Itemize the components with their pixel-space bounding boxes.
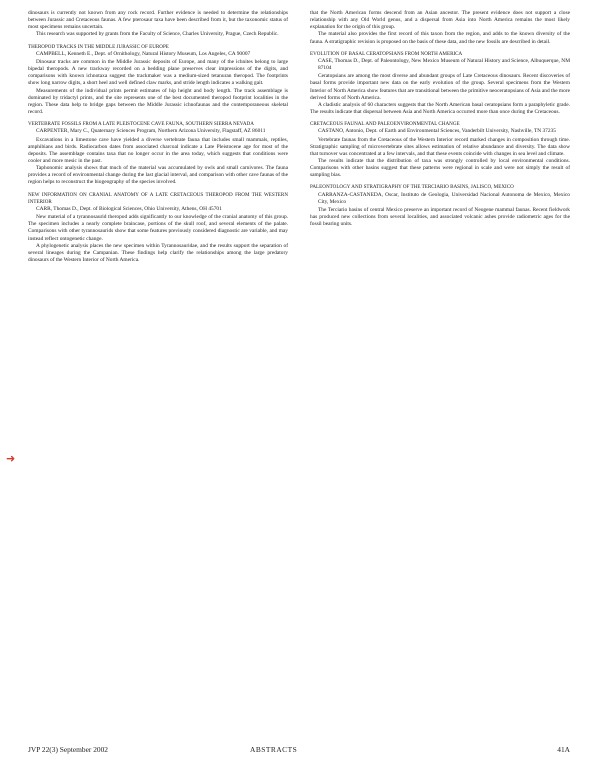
page-number: 41A [557, 745, 570, 754]
abstract-paragraph: Ceratopsians are among the most diverse and abundant groups of Late Cretaceous dinosaurs. Recent discoveries of basal forms provide important new data on the early evolution of the group. Several specimens from the Western Interior of North America show features that are transitional between the primitive neoceratopsians of Asia and the more derived forms of North America. [310, 73, 571, 101]
left-cont-paragraph-2: This research was supported by grants from the Faculty of Science, Charles University, Prague, Czech Republic. [36, 31, 279, 38]
abstract-title-highlighted: NEW INFORMATION ON CRANIAL ANATOMY OF A LATE CRETACEOUS THEROPOD FROM THE WESTERN INTERIOR [28, 191, 288, 205]
right-column [310, 10, 570, 228]
abstract-paragraph: Taphonomic analysis shows that much of the material was accumulated by owls and small carnivores. The fauna provides a record of environmental change during the last glacial interval, and comparison with other cave faunas of the region helps to reconstruct the biogeography of the species involved. [28, 165, 288, 186]
abstract-paragraph: A phylogenetic analysis places the new specimen within Tyrannosauridae, and the results support the separation of several lineages during the Campanian. These findings help clarify the relationships among the large predatory dinosaurs of the Western Interior of North America. [28, 242, 288, 263]
abstract-title: PALEONTOLOGY AND STRATIGRAPHY OF THE TERCIARIO BASINS, JALISCO, MEXICO [310, 184, 514, 191]
right-cont-paragraph-1: that the North American forms descend from an Asian ancestor. The present evidence does not support a close relationship with any Old World genus, and a dispersal from Asia into North America remains the most likely explanation for the origin of this group. [310, 10, 570, 31]
red-arrow-icon: ➜ [6, 452, 16, 465]
abstract-paragraph: The results indicate that the distribution of taxa was strongly controlled by local environmental conditions. Comparisons with other basins suggest that these patterns were regional in scale and were not simply the result of sampling bias. [310, 157, 570, 179]
abstract-authors: CAMPBELL, Kenneth E., Dept. of Ornithology, Natural History Museum, Los Angeles, CA 90007 [36, 50, 251, 57]
left-column [28, 10, 288, 264]
abstract-authors: CARPENTER, Mary C., Quaternary Sciences Program, Northern Arizona University, Flagstaff, AZ 86011 [36, 128, 266, 135]
abstract-authors: CASTANO, Antonio, Dept. of Earth and Environmental Sciences, Vanderbilt University, Nashville, TN 37235 [318, 128, 556, 135]
abstract-authors: CARRANZA-CASTANEDA, Oscar, Instituto de Geologia, Universidad Nacional Autonoma de Mexico, Mexico City, Mexico [318, 191, 570, 205]
abstract-paragraph: New material of a tyrannosaurid theropod adds significantly to our knowledge of the cranial anatomy of this group. The specimen includes a nearly complete braincase, portions of the skull roof, and several elements of the palate. Comparisons with other tyrannosaurids show that some features previously considered diagnostic are variable, and may instead reflect ontogenetic change. [28, 214, 288, 242]
abstract-authors: CARR, Thomas D., Dept. of Biological Sciences, Ohio University, Athens, OH 45701 [36, 205, 222, 212]
abstract-paragraph: A cladistic analysis of 60 characters suggests that the North American basal ceratopsians form a paraphyletic grade. The results indicate that dispersal between Asia and North America occurred more than once during the Cretaceous. [310, 101, 570, 116]
right-cont-paragraph-2: The material also provides the first record of this taxon from the region, and adds to the known diversity of the fauna. A stratigraphic revision is proposed on the basis of these data, and the new fossils are described in detail. [310, 31, 570, 45]
abstract-title: EVOLUTION OF BASAL CERATOPSIANS FROM NORTH AMERICA [310, 50, 463, 57]
abstract-paragraph: Excavations in a limestone cave have yielded a diverse vertebrate fauna that includes small mammals, reptiles, amphibians and birds. Radiocarbon dates from associated charcoal indicate a Late Pleistocene age for most of the deposits. The assemblage contains taxa that no longer occur in the area today, which suggests that conditions were cooler and more mesic in the past. [28, 136, 288, 164]
abstract-title: CRETACEOUS FAUNAL AND PALEOENVIRONMENTAL CHANGE [310, 121, 460, 128]
abstract-title: THEROPOD TRACKS IN THE MIDDLE JURASSIC OF EUROPE [28, 43, 169, 50]
left-cont-paragraph-1: dinosaurs is currently not known from any rock record. Further evidence is needed to determine the relationships between Jurassic and Cretaceous faunas. A few pterosaur taxa have been described from it, but the taxonomic status of most specimens remains uncertain. [28, 10, 288, 31]
abstract-title: VERTEBRATE FOSSILS FROM A LATE PLEISTOCENE CAVE FAUNA, SOUTHERN SIERRA NEVADA [28, 121, 254, 128]
abstract-paragraph: Vertebrate faunas from the Cretaceous of the Western Interior record marked changes in composition through time. Stratigraphic sampling of microvertebrate sites allows estimation of relative abundance and diversity. The data show that turnover was concentrated at a few intervals, and that these events coincide with changes in sea level and climate. [310, 136, 570, 157]
section-label: ABSTRACTS [250, 745, 298, 754]
journal-citation: JVP 22(3) September 2002 [28, 745, 108, 754]
abstract-paragraph: The Terciario basins of central Mexico preserve an important record of Neogene mammal faunas. Recent fieldwork has produced new collections from several localities, and associated volcanic ashes provide radiometric ages for the fossil bearing units. [310, 206, 570, 228]
abstract-paragraph: Measurements of the individual prints permit estimates of hip height and body length. The track assemblage is dominated by tridactyl prints, and the site represents one of the best documented theropod footprint localities in the region. These data help to bridge gaps between the Middle Jurassic ichnofaunas and the contemporaneous skeletal record. [28, 87, 288, 116]
abstract-authors: CASE, Thomas D., Dept. of Paleontology, New Mexico Museum of Natural History and Science, Albuquerque, NM 87104 [318, 57, 570, 72]
abstract-paragraph: Dinosaur tracks are common in the Middle Jurassic deposits of Europe, and many of the ichnites belong to large bipedal theropods. A new trackway recorded on a bedding plane preserves clear impressions of the digits, and comparisons with known ichnotaxa suggest the trackmaker was a medium-sized tetanuran theropod. The footprints show long narrow digits, a short heel and well defined claw marks, and stride length indicates a walking gait. [28, 58, 288, 87]
